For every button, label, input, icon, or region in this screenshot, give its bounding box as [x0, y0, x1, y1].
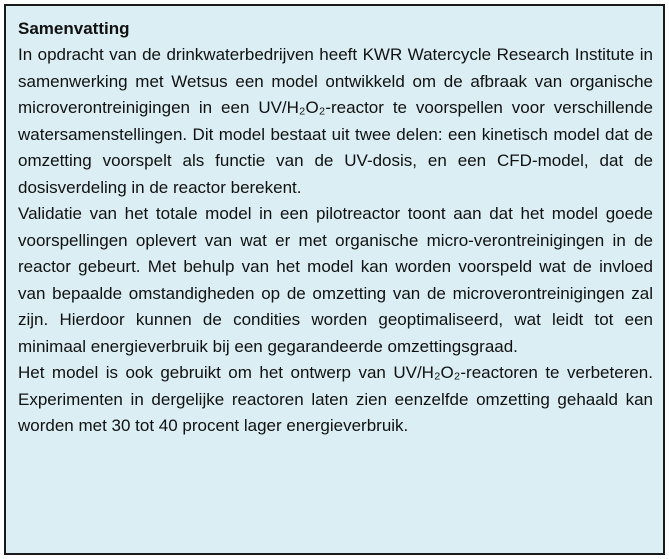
- summary-paragraph-2: Validatie van het totale model in een pilotreactor toont aan dat het model goede voorspellingen oplevert van wat er met organische micro-verontreinigingen in de reactor gebeurt. Met behulp van het model kan worden voorspeld wat de invloed van bepaalde omstandigheden op de omzetting van de microverontreinigingen zal zijn. Hierdoor kunnen de condities worden geoptimaliseerd, wat leidt tot een minimaal energieverbruik bij een gegarandeerde omzettingsgraad.: [18, 204, 653, 356]
- summary-paragraph-3: Het model is ook gebruikt om het ontwerp van UV/H₂O₂-reactoren te verbeteren. Experimenten in dergelijke reactoren laten zien eenzelfde omzetting gehaald kan worden met 30 tot 40 procent lager energieverbruik.: [18, 363, 653, 435]
- summary-title: Samenvatting: [18, 19, 130, 38]
- summary-paragraph-1: In opdracht van de drinkwaterbedrijven heeft KWR Watercycle Research Institute in samenwerking met Wetsus een model ontwikkeld om de afbraak van organische microverontreinigingen in een UV/H₂O₂-reactor te voorspellen voor verschillende watersamenstellingen. Dit model bestaat uit twee delen: een kinetisch model dat de omzetting voorspelt als functie van de UV-dosis, en een CFD-model, dat de dosisverdeling in de reactor berekent.: [18, 45, 653, 197]
- summary-box: [4, 4, 665, 555]
